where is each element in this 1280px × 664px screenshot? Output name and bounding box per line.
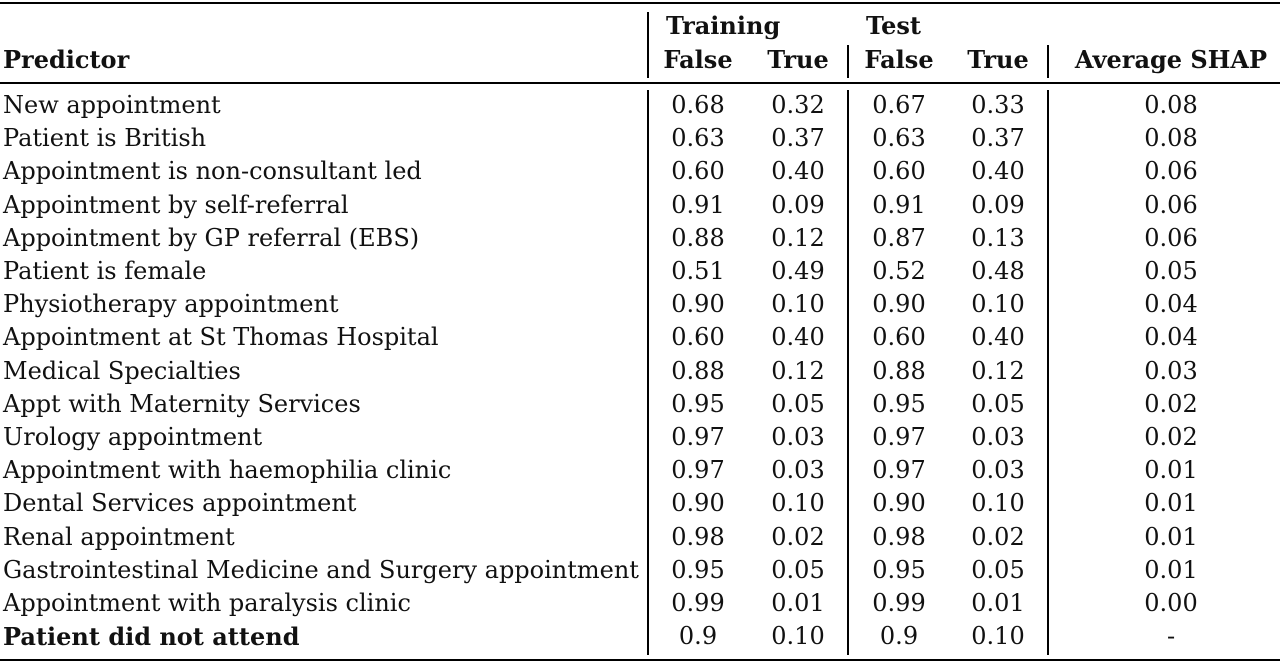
training-false-cell: 0.97 (671, 456, 725, 484)
training-true-cell: 0.01 (771, 589, 825, 617)
training-false-cell: 0.99 (671, 589, 725, 617)
test-true-cell: 0.03 (971, 423, 1025, 451)
training-false-cell: 0.88 (671, 224, 725, 252)
test-false-cell: 0.60 (872, 157, 926, 185)
test-false-cell: 0.90 (872, 290, 926, 318)
training-false-cell: 0.9 (678, 622, 718, 650)
test-true-cell: 0.01 (971, 589, 1025, 617)
test-true-cell: 0.37 (971, 124, 1025, 152)
training-false-cell: 0.97 (671, 423, 725, 451)
test-true-cell: 0.03 (971, 456, 1025, 484)
predictor-cell: New appointment (3, 91, 221, 119)
test-true-cell: 0.40 (971, 157, 1025, 185)
test-false-cell: 0.67 (872, 91, 926, 119)
average-shap-cell: 0.01 (1144, 523, 1198, 551)
test-false-cell: 0.9 (879, 622, 919, 650)
training-true-cell: 0.10 (771, 622, 825, 650)
test-false-cell: 0.95 (872, 390, 926, 418)
header-training-false: False (663, 45, 733, 74)
average-shap-cell: 0.06 (1144, 224, 1198, 252)
test-true-cell: 0.09 (971, 191, 1025, 219)
predictor-cell: Appointment by self-referral (3, 191, 349, 219)
training-true-cell: 0.40 (771, 157, 825, 185)
test-false-cell: 0.97 (872, 456, 926, 484)
test-false-cell: 0.99 (872, 589, 926, 617)
average-shap-cell: 0.06 (1144, 157, 1198, 185)
predictor-cell: Renal appointment (3, 523, 235, 551)
predictor-cell: Dental Services appointment (3, 489, 357, 517)
training-true-cell: 0.05 (771, 390, 825, 418)
top-rule (0, 2, 1280, 4)
training-true-cell: 0.10 (771, 489, 825, 517)
average-shap-cell: 0.04 (1144, 323, 1198, 351)
test-false-cell: 0.60 (872, 323, 926, 351)
training-false-cell: 0.60 (671, 323, 725, 351)
training-false-cell: 0.90 (671, 489, 725, 517)
predictor-cell: Patient is female (3, 257, 207, 285)
test-true-cell: 0.10 (971, 290, 1025, 318)
average-shap-cell: 0.01 (1144, 456, 1198, 484)
test-false-cell: 0.88 (872, 357, 926, 385)
average-shap-cell: 0.00 (1144, 589, 1198, 617)
training-false-cell: 0.51 (671, 257, 725, 285)
test-false-cell: 0.98 (872, 523, 926, 551)
test-true-cell: 0.33 (971, 91, 1025, 119)
average-shap-cell: 0.06 (1144, 191, 1198, 219)
test-false-cell: 0.97 (872, 423, 926, 451)
training-true-cell: 0.09 (771, 191, 825, 219)
test-true-cell: 0.48 (971, 257, 1025, 285)
average-shap-cell: 0.08 (1144, 124, 1198, 152)
header-group-test: Test (866, 11, 921, 40)
predictor-cell: Medical Specialties (3, 357, 241, 385)
test-true-cell: 0.05 (971, 390, 1025, 418)
header-average-shap: Average SHAP (1074, 45, 1268, 74)
header-test-true: True (967, 45, 1029, 74)
training-false-cell: 0.91 (671, 191, 725, 219)
predictor-cell: Appointment by GP referral (EBS) (3, 224, 420, 252)
training-false-cell: 0.88 (671, 357, 725, 385)
bottom-rule (0, 659, 1280, 661)
average-shap-cell: 0.02 (1144, 390, 1198, 418)
predictor-cell: Appointment with paralysis clinic (3, 589, 411, 617)
training-false-cell: 0.60 (671, 157, 725, 185)
predictor-cell: Physiotherapy appointment (3, 290, 339, 318)
training-false-cell: 0.63 (671, 124, 725, 152)
training-true-cell: 0.10 (771, 290, 825, 318)
training-true-cell: 0.03 (771, 456, 825, 484)
predictor-cell: Appointment is non-consultant led (3, 157, 422, 185)
average-shap-cell: 0.02 (1144, 423, 1198, 451)
header-training-true: True (767, 45, 829, 74)
test-false-cell: 0.63 (872, 124, 926, 152)
average-shap-cell: 0.01 (1144, 489, 1198, 517)
training-true-cell: 0.03 (771, 423, 825, 451)
test-false-cell: 0.95 (872, 556, 926, 584)
header-test-false: False (864, 45, 934, 74)
header-separator-training (847, 45, 849, 78)
training-false-cell: 0.68 (671, 91, 725, 119)
predictor-cell: Appointment with haemophilia clinic (3, 456, 452, 484)
training-true-cell: 0.49 (771, 257, 825, 285)
predictor-cell: Appointment at St Thomas Hospital (3, 323, 439, 351)
training-false-cell: 0.90 (671, 290, 725, 318)
training-false-cell: 0.98 (671, 523, 725, 551)
training-true-cell: 0.05 (771, 556, 825, 584)
body-separator-predictor (647, 90, 649, 655)
test-true-cell: 0.12 (971, 357, 1025, 385)
test-true-cell: 0.13 (971, 224, 1025, 252)
header-predictor: Predictor (3, 45, 130, 74)
header-separator-test (1047, 45, 1049, 78)
average-shap-cell: 0.01 (1144, 556, 1198, 584)
predictor-cell: Appt with Maternity Services (3, 390, 361, 418)
average-shap-cell: 0.05 (1144, 257, 1198, 285)
average-shap-cell: 0.03 (1144, 357, 1198, 385)
average-shap-cell: 0.04 (1144, 290, 1198, 318)
predictor-cell: Urology appointment (3, 423, 263, 451)
header-rule (0, 82, 1280, 84)
test-false-cell: 0.90 (872, 489, 926, 517)
header-separator-predictor (647, 12, 649, 78)
training-true-cell: 0.32 (771, 91, 825, 119)
body-separator-training (847, 90, 849, 655)
test-false-cell: 0.91 (872, 191, 926, 219)
test-true-cell: 0.40 (971, 323, 1025, 351)
predictor-cell: Gastrointestinal Medicine and Surgery appointment (3, 556, 639, 584)
average-shap-cell: - (1166, 622, 1176, 650)
header-group-training: Training (666, 11, 781, 40)
test-true-cell: 0.05 (971, 556, 1025, 584)
predictor-cell: Patient did not attend (3, 622, 300, 651)
test-false-cell: 0.87 (872, 224, 926, 252)
test-false-cell: 0.52 (872, 257, 926, 285)
training-true-cell: 0.12 (771, 224, 825, 252)
test-true-cell: 0.10 (971, 489, 1025, 517)
test-true-cell: 0.10 (971, 622, 1025, 650)
test-true-cell: 0.02 (971, 523, 1025, 551)
training-true-cell: 0.02 (771, 523, 825, 551)
training-false-cell: 0.95 (671, 390, 725, 418)
predictor-cell: Patient is British (3, 124, 207, 152)
average-shap-cell: 0.08 (1144, 91, 1198, 119)
training-true-cell: 0.37 (771, 124, 825, 152)
training-true-cell: 0.12 (771, 357, 825, 385)
training-true-cell: 0.40 (771, 323, 825, 351)
body-separator-test (1047, 90, 1049, 655)
training-false-cell: 0.95 (671, 556, 725, 584)
